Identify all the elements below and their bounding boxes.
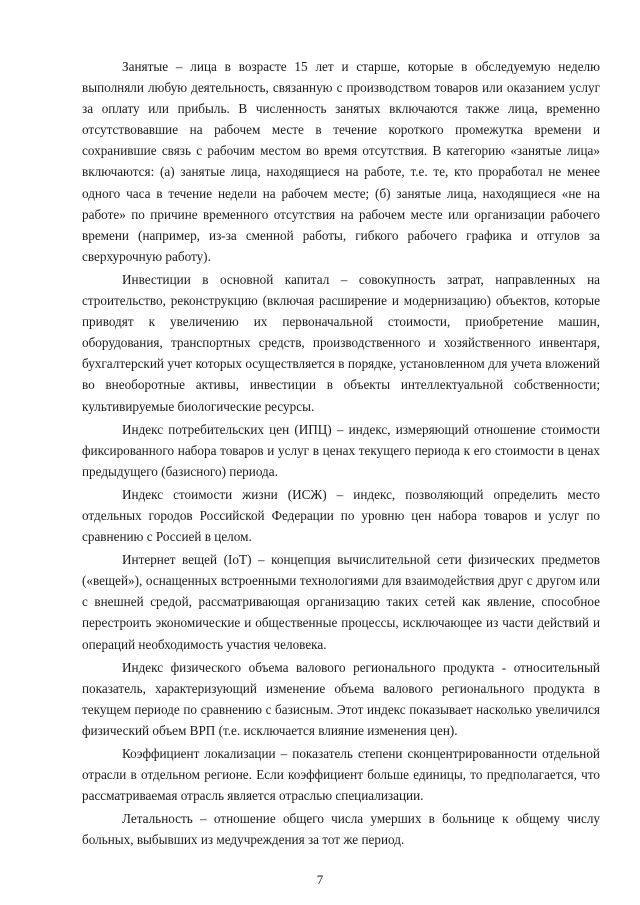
paragraph-grp-volume-index: Индекс физического объема валового регионального продукта - относительный показатель, характеризующий изменение объема валового регионального продукта в текущем периоде по сравнению с базисным. Этот индекс показывает насколько увеличился физический объем ВРП (т.е. исключается влияние изменения цен). <box>82 659 600 738</box>
paragraph-internet-of-things: Интернет вещей (IoT) – концепция вычислительной сети физических предметов («вещей»), оснащенных встроенными технологиями для взаимодействия друг с другом или с внешней средой, рассматривающая организацию таких сетей как явление, способное перестроить экономические и общественные процессы, исключающее из части действий и операций необходимость участия человека. <box>82 552 600 652</box>
paragraph-fixed-capital-investment: Инвестиции в основной капитал – совокупность затрат, направленных на строительство, реконструкцию (включая расширение и модернизацию) объектов, которые приводят к увеличению их первоначальной стоимости, приобретение машин, оборудования, транспортных средств, производственного и хозяйственного инвентаря, бухгалтерский учет которых осуществляется в порядке, установленном для учета вложений во внеоборотные активы, инвестиции в объекты интеллектуальной собственности; культивируемые биологические ресурсы. <box>82 271 600 414</box>
paragraph-lethality: Летальность – отношение общего числа умерших в больнице к общему числу больных, выбывших из медучреждения за тот же период. <box>82 811 600 848</box>
paragraph-localization-coefficient: Коэффициент локализации – показатель степени сконцентрированности отдельной отрасли в отдельном регионе. Если коэффициент больше единицы, то предполагается, что рассматриваемая отрасль является отраслью специализации. <box>82 746 600 804</box>
paragraph-consumer-price-index: Индекс потребительских цен (ИПЦ) – индекс, измеряющий отношение стоимости фиксированного набора товаров и услуг в ценах текущего периода к его стоимости в ценах предыдущего (базисного) периода. <box>82 421 600 479</box>
page-number: 7 <box>316 872 324 887</box>
paragraph-cost-of-living-index: Индекс стоимости жизни (ИСЖ) – индекс, позволяющий определить место отдельных городов Российской Федерации по уровню цен набора товаров и услуг по сравнению с Россией в целом. <box>82 486 600 545</box>
paragraph-employed: Занятые – лица в возрасте 15 лет и старше, которые в обследуемую неделю выполняли любую деятельность, связанную с производством товаров или оказанием услуг за оплату или прибыль. В численность занятых включаются также лица, временно отсутствовавшие на рабочем месте в течение короткого промежутка времени и сохранившие связь с рабочим местом во время отсутствия. В категорию «занятые лица» включаются: (а) занятые лица, находящиеся на работе, т.е. те, кто проработал не менее одного часа в течение недели на рабочем месте; (б) занятые лица, находящиеся «не на работе» по причине временного отсутствия на рабочем месте или организации рабочего времени (например, из-за сменной работы, гибкого рабочего графика и отгулов за сверхурочную работу). <box>82 59 600 264</box>
